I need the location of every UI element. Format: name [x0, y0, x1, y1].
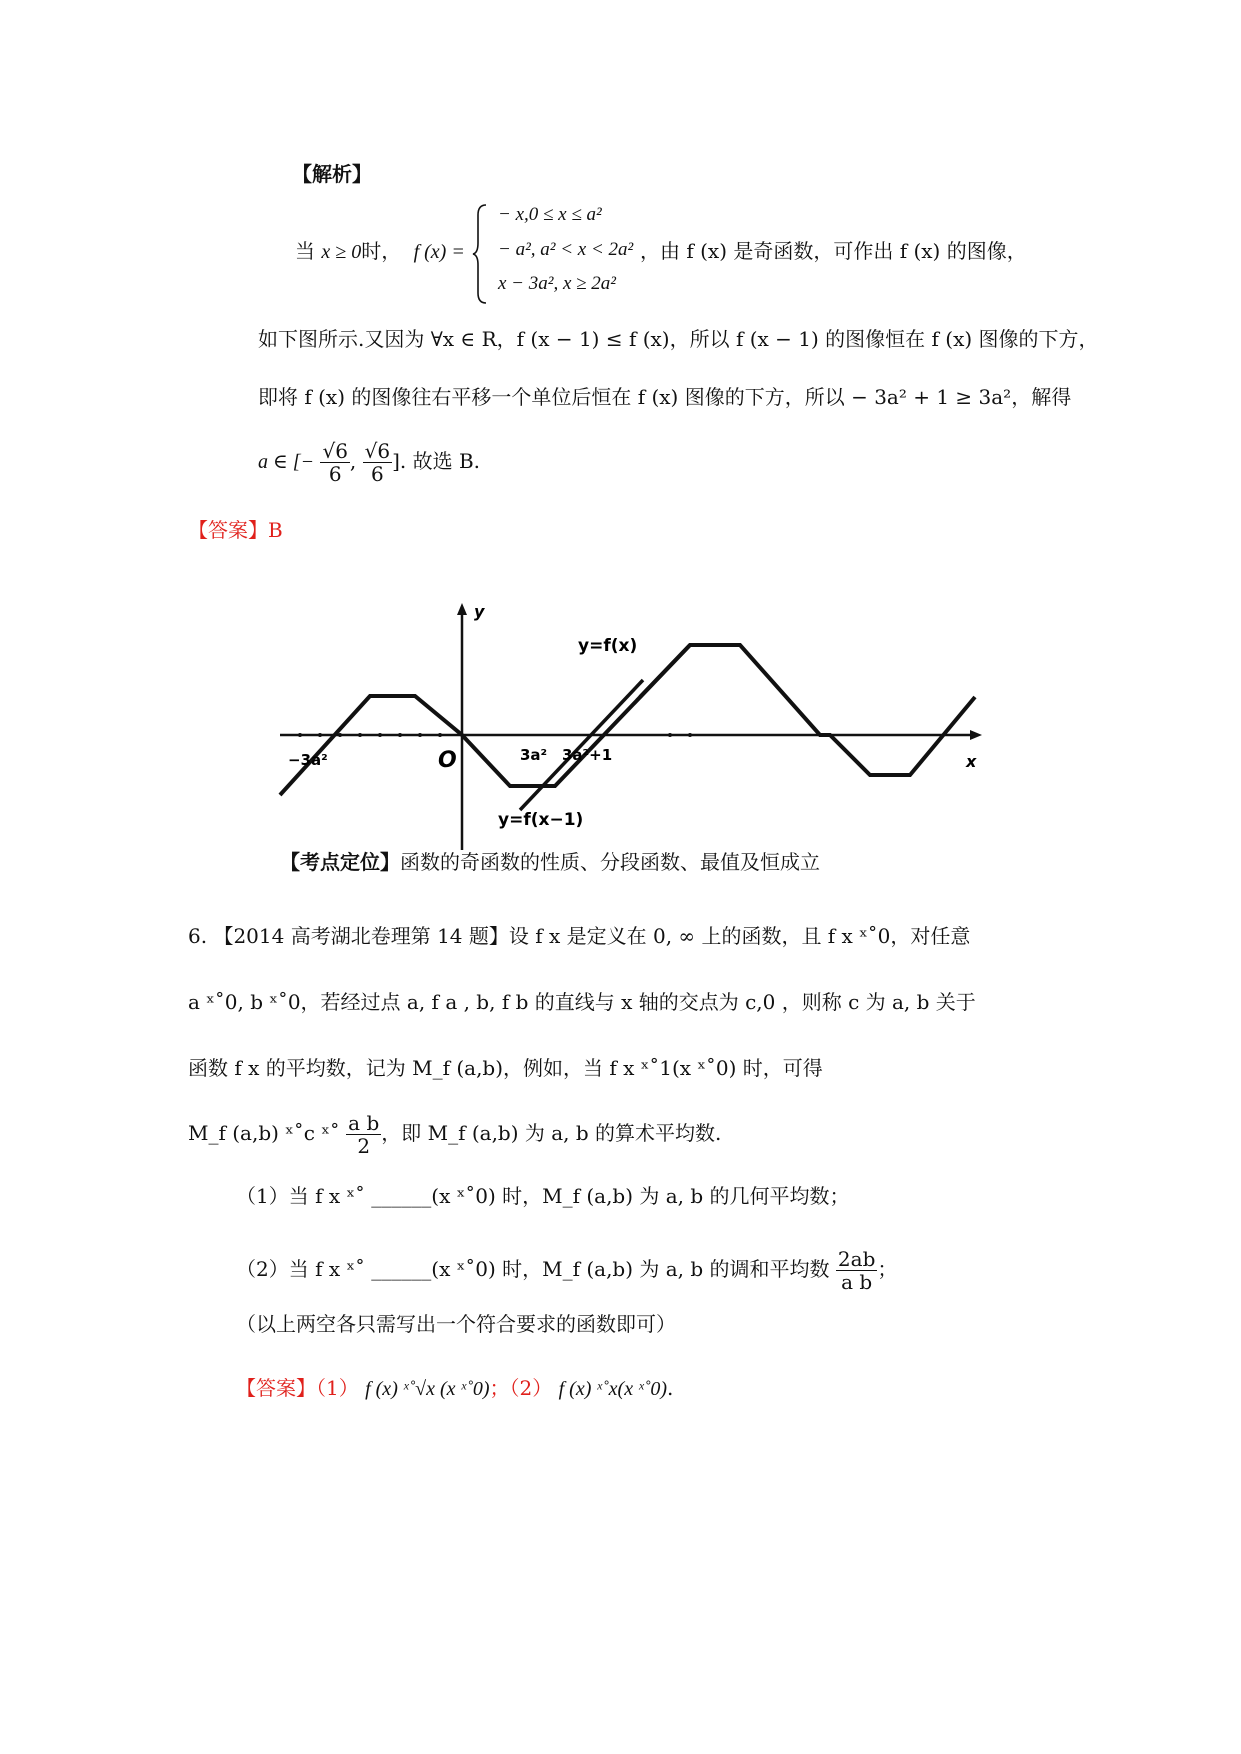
piece-2: − a², a² < x < 2a² [498, 239, 634, 260]
x-axis-label: x [966, 752, 977, 771]
sub2-text: （2）当 f x ˣ˚ ______(x ˣ˚0) 时，M_f (a,b) 为 a, b 的调和平均数 [236, 1257, 830, 1281]
line4-suffix: ，即 M_f (a,b) 为 a, b 的算术平均数. [381, 1121, 722, 1145]
fraction-num: a b [348, 1111, 380, 1135]
q6-line1-text: 设 f x 是定义在 0, ∞ 上的函数，且 f x ˣ˚0，对任意 [508, 924, 971, 948]
curve-f-extension [640, 645, 690, 697]
tick-label-neg3a2: −3a² [288, 751, 328, 769]
answer2 [236, 1374, 673, 1403]
q6-sub1: （1）当 f x ˣ˚ ______(x ˣ˚0) 时，M_f (a,b) 为 a, b 的几何平均数； [236, 1184, 850, 1208]
y-axis-label: y [474, 602, 485, 621]
condition: x ≥ 0 [321, 241, 362, 263]
answer-label: 【答案】 [188, 518, 268, 542]
fraction-den: 6 [328, 462, 342, 486]
function-graph [270, 595, 990, 855]
curve-f-shift [520, 680, 643, 810]
a-in: a ∈ [− [258, 451, 315, 473]
q6-sub2 [236, 1248, 897, 1293]
analysis-line1-suffix: ，由 f (x) 是奇函数，可作出 f (x) 的图像， [640, 239, 1027, 263]
label-f-shift: y=f(x−1) [498, 810, 584, 830]
fraction-den: a b [841, 1270, 873, 1294]
y-axis-arrow [457, 603, 467, 615]
harmonic-fraction [836, 1248, 877, 1293]
part2-label: （2） [509, 1376, 553, 1400]
x-axis-arrow [970, 730, 982, 740]
piece-1: − x,0 ≤ x ≤ a² [498, 204, 602, 225]
q6-note: （以上两空各只需写出一个符合要求的函数即可） [236, 1312, 676, 1336]
fraction-num: √6 [364, 439, 391, 463]
arith-mean-fraction [346, 1112, 381, 1157]
kaodian [280, 848, 820, 876]
fraction-den: 2 [357, 1134, 371, 1158]
sep: ； [489, 1376, 510, 1400]
fraction-num: 2ab [837, 1247, 876, 1271]
kaodian-label: 【考点定位】 [280, 850, 400, 874]
tick-label-3a2: 3a² [520, 746, 548, 764]
line4-prefix: M_f (a,b) ˣ˚c ˣ˚ [188, 1121, 340, 1145]
curve-f [280, 645, 975, 795]
fraction-num: √6 [322, 439, 348, 463]
part2: f (x) ˣ˚x(x ˣ˚0) [558, 1378, 668, 1400]
end: . [667, 1376, 674, 1400]
analysis-line3: 即将 f (x) 的图像往右平移一个单位后恒在 f (x) 图像的下方，所以 − 3a² + 1 ≥ 3a²，解得 [258, 385, 1072, 409]
analysis-header: 【解析】 [292, 162, 372, 186]
tick-label-3a2p1: 3a²+1 [562, 746, 613, 764]
fraction-pos [363, 440, 392, 485]
fraction-den: 6 [371, 462, 384, 486]
f-of-x: f (x) = [413, 241, 465, 263]
part1-label: （1） [316, 1376, 359, 1400]
q6-line4 [188, 1112, 721, 1157]
piece-3: x − 3a², x ≥ 2a² [498, 273, 617, 294]
q6-line2: a ˣ˚0, b ˣ˚0，若经过点 a, f a , b, f b 的直线与 x 轴的交点为 c,0 ，则称 c 为 a, b 关于 [188, 990, 976, 1014]
origin-label: O [438, 748, 457, 773]
comma: , [349, 449, 357, 473]
q6-source: 【2014 高考湖北卷理第 14 题】 [213, 924, 509, 948]
q6-line1 [188, 922, 970, 950]
line4-end: ]. 故选 B. [392, 449, 481, 473]
part1: f (x) ˣ˚√x (x ˣ˚0) [365, 1378, 490, 1400]
kaodian-text: 函数的奇函数的性质、分段函数、最值及恒成立 [400, 850, 820, 874]
answer-label: 【答案】 [236, 1376, 316, 1400]
label-f: y=f(x) [578, 636, 638, 656]
when-text: 时， [361, 239, 402, 263]
answer-value: B [268, 518, 283, 542]
analysis-line1-prefix [295, 237, 465, 266]
sub2-end: ； [877, 1257, 898, 1281]
analysis-line4 [258, 440, 480, 485]
q6-number: 6. [188, 924, 208, 948]
prefix-text: 当 [295, 239, 315, 263]
analysis-line2: 如下图所示.又因为 ∀x ∈ R，f (x − 1) ≤ f (x)，所以 f (x − 1) 的图像恒在 f (x) 图像的下方， [258, 327, 1099, 351]
q6-line3: 函数 f x 的平均数，记为 M_f (a,b)，例如，当 f x ˣ˚1(x ˣ˚0) 时，可得 [188, 1056, 823, 1080]
fraction-neg [320, 440, 349, 485]
answer1 [188, 516, 283, 544]
piecewise-brace [472, 203, 488, 305]
